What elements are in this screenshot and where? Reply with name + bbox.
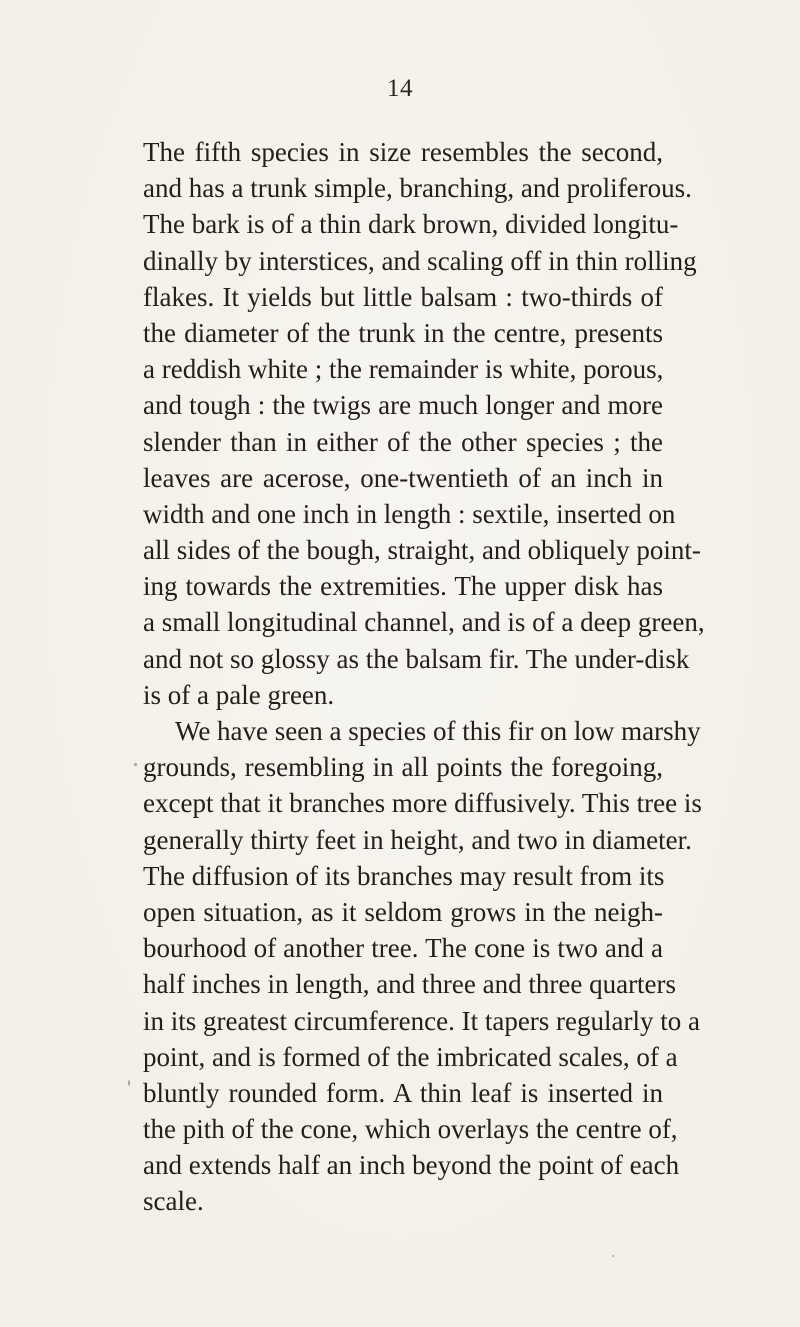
text-line: open situation, as it seldom grows in the neigh- <box>143 896 663 927</box>
text-line: dinally by interstices, and scaling off in thin rolling <box>143 245 697 276</box>
text-line: and not so glossy as the balsam fir. The under-disk <box>143 643 690 674</box>
text-line: leaves are acerose, one-twentieth of an inch in <box>143 462 663 493</box>
text-line: generally thirty feet in height, and two in diameter. <box>143 824 692 855</box>
text-line: The diffusion of its branches may result from its <box>143 860 665 891</box>
paragraph-2 <box>143 713 702 1220</box>
text-line: and tough : the twigs are much longer and more <box>143 390 663 421</box>
text-line: all sides of the bough, straight, and obliquely point- <box>143 535 701 566</box>
text-line: the diameter of the trunk in the centre, presents <box>143 317 663 348</box>
text-line: and has a trunk simple, branching, and proliferous. <box>143 173 692 204</box>
text-line: a small longitudinal channel, and is of a deep green, <box>143 607 705 638</box>
text-line: point, and is formed of the imbricated scales, of a <box>143 1041 678 1072</box>
text-line: scale. <box>143 1186 204 1217</box>
text-line: The fifth species in size resembles the second, <box>143 137 663 167</box>
page-number: 14 <box>387 75 413 102</box>
paper-speck <box>612 1255 614 1257</box>
text-line: flakes. It yields but little balsam : two-thirds of <box>143 281 663 312</box>
paper-speck <box>128 1080 130 1086</box>
text-line: The bark is of a thin dark brown, divided longitu- <box>143 209 679 240</box>
text-line: and extends half an inch beyond the point of each <box>143 1150 680 1181</box>
text-line: except that it branches more diffusively. This tree is <box>143 788 702 819</box>
text-line: width and one inch in length : sextile, inserted on <box>143 498 676 529</box>
text-line: ing towards the extremities. The upper disk has <box>143 571 663 602</box>
paper-speck <box>134 763 137 766</box>
body-text <box>143 134 705 1220</box>
text-line: is of a pale green. <box>143 679 335 710</box>
text-line: a reddish white ; the remainder is white, porous, <box>143 354 664 385</box>
text-line: grounds, resembling in all points the foregoing, <box>143 752 663 783</box>
text-line: the pith of the cone, which overlays the centre of, <box>143 1114 678 1145</box>
paragraph-1 <box>143 134 705 713</box>
text-line: slender than in either of the other species ; the <box>143 426 663 457</box>
text-line: We have seen a species of this fir on low marshy <box>175 716 701 746</box>
text-line: bluntly rounded form. A thin leaf is inserted in <box>143 1077 663 1108</box>
text-line: in its greatest circumference. It tapers regularly to a <box>143 1005 700 1036</box>
text-line: bourhood of another tree. The cone is two and a <box>143 933 663 964</box>
text-line: half inches in length, and three and three quarters <box>143 969 677 1000</box>
